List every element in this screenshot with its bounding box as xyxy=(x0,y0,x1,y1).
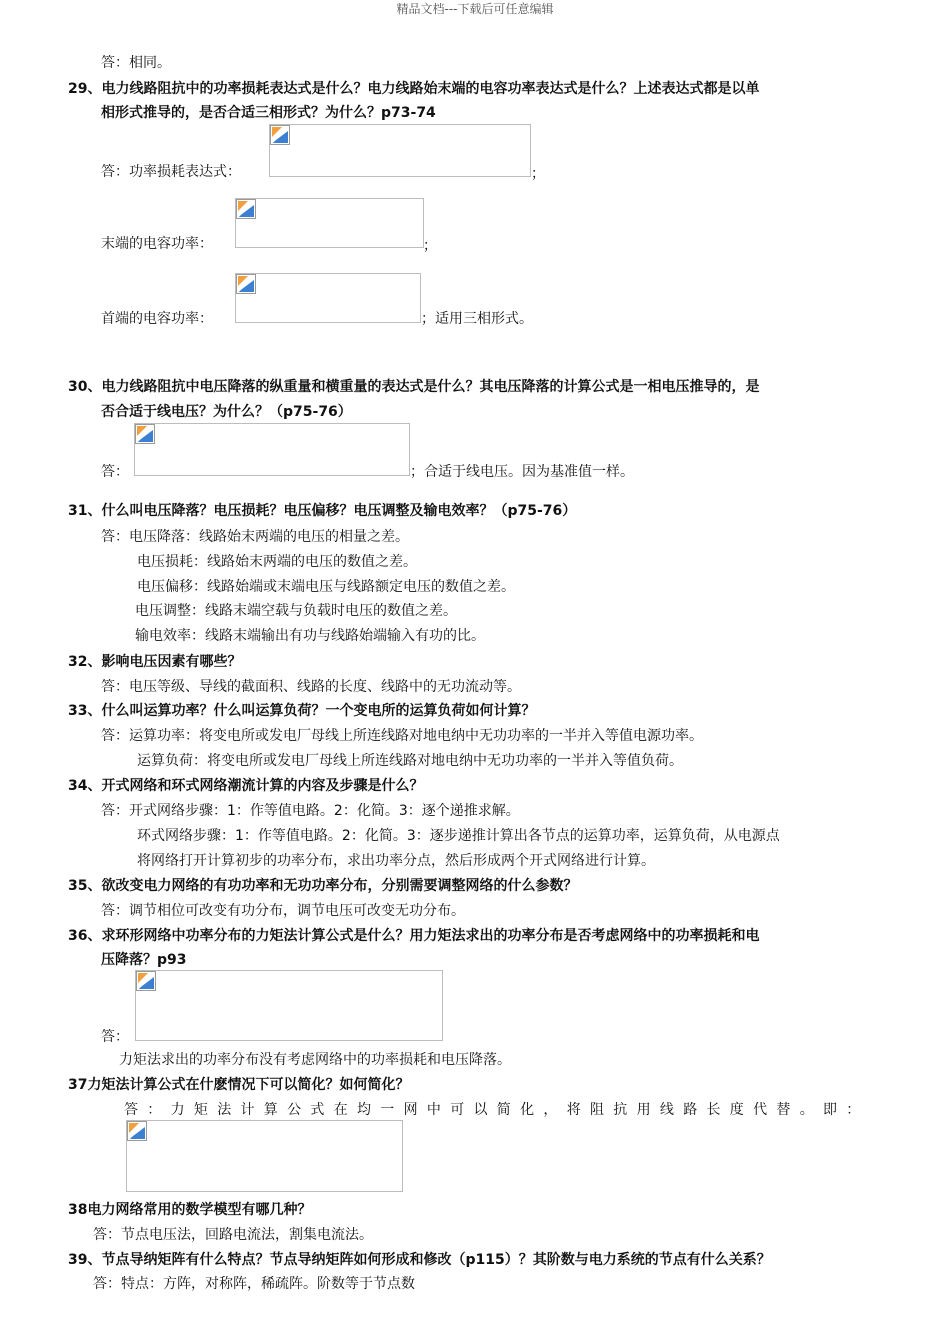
question-39: 39、节点导纳矩阵有什么特点？节点导纳矩阵如何形成和修改（p115）？其阶数与电力系统的节点有什么关系？ xyxy=(68,1252,771,1268)
question-31: 31、什么叫电压降落？电压损耗？电压偏移？电压调整及输电效率？（p75-76） xyxy=(68,503,577,519)
answer-30-tail: ；合适于线电压。因为基准值一样。 xyxy=(410,464,634,480)
question-33: 33、什么叫运算功率？什么叫运算负荷？一个变电所的运算负荷如何计算？ xyxy=(68,703,536,719)
broken-image-icon xyxy=(127,1121,147,1141)
answer-37: 答：力矩法计算公式在均一网中可以简化，将阻抗用线路长度代替。即： xyxy=(124,1102,870,1118)
answer-36-label: 答： xyxy=(101,1029,129,1045)
separator: ； xyxy=(423,238,437,254)
answer-29-start-label: 首端的电容功率： xyxy=(101,311,213,327)
broken-image-icon xyxy=(135,424,155,444)
answer-31-4: 电压调整：线路末端空载与负载时电压的数值之差。 xyxy=(135,603,457,619)
question-30-line1: 30、电力线路阻抗中电压降落的纵重量和横重量的表达式是什么？其电压降落的计算公式是一相电压推导的，是 xyxy=(68,379,760,395)
question-38: 38电力网络常用的数学模型有哪几种？ xyxy=(68,1202,312,1218)
page-header: 精品文档---下载后可任意编辑 xyxy=(396,2,554,16)
answer-33-2: 运算负荷：将变电所或发电厂母线上所连线路对地电纳中无功功率的一半并入等值负荷。 xyxy=(137,753,683,769)
answer-36-text: 力矩法求出的功率分布没有考虑网络中的功率损耗和电压降落。 xyxy=(119,1052,511,1068)
answer-31-3: 电压偏移：线路始端或末端电压与线路额定电压的数值之差。 xyxy=(137,579,515,595)
broken-image-icon xyxy=(236,274,256,294)
question-32: 32、影响电压因素有哪些？ xyxy=(68,654,242,670)
question-36-line1: 36、求环形网络中功率分布的力矩法计算公式是什么？用力矩法求出的功率分布是否考虑网络中的功率损耗和电 xyxy=(68,928,760,944)
answer-39: 答：特点：方阵，对称阵，稀疏阵。阶数等于节点数 xyxy=(93,1276,415,1292)
answer-34-2: 环式网络步骤：1：作等值电路。2：化简。3：逐步递推计算出各节点的运算功率，运算负荷，从电源点 xyxy=(137,828,780,844)
question-30-line2: 否合适于线电压？为什么？（p75-76） xyxy=(101,404,352,420)
answer-28: 答：相同。 xyxy=(101,55,171,71)
answer-34-3: 将网络打开计算初步的功率分布，求出功率分点，然后形成两个开式网络进行计算。 xyxy=(137,853,655,869)
answer-31-2: 电压损耗：线路始末两端的电压的数值之差。 xyxy=(137,554,417,570)
question-29-line2: 相形式推导的，是否合适三相形式？为什么？p73-74 xyxy=(101,105,436,121)
answer-32: 答：电压等级、导线的截面积、线路的长度、线路中的无功流动等。 xyxy=(101,679,521,695)
answer-38: 答：节点电压法，回路电流法，割集电流法。 xyxy=(93,1227,373,1243)
formula-image-loss xyxy=(269,124,531,177)
answer-29-tail: ；适用三相形式。 xyxy=(421,311,533,327)
question-34: 34、开式网络和环式网络潮流计算的内容及步骤是什么？ xyxy=(68,778,424,794)
formula-image-simplified xyxy=(126,1120,403,1192)
formula-image-voltage-drop xyxy=(134,423,410,476)
question-29-line1: 29、电力线路阻抗中的功率损耗表达式是什么？电力线路始末端的电容功率表达式是什么？上述表达式都是以单 xyxy=(68,81,760,97)
answer-30-label: 答： xyxy=(101,464,129,480)
answer-35: 答：调节相位可改变有功分布，调节电压可改变无功分布。 xyxy=(101,903,465,919)
answer-31-1: 答：电压降落：线路始末两端的电压的相量之差。 xyxy=(101,529,409,545)
question-37: 37力矩法计算公式在什麽情况下可以简化？如何简化？ xyxy=(68,1077,410,1093)
answer-34-1: 答：开式网络步骤：1：作等值电路。2：化简。3：逐个递推求解。 xyxy=(101,803,520,819)
broken-image-icon xyxy=(270,125,290,145)
broken-image-icon xyxy=(236,199,256,219)
answer-29-loss-label: 答：功率损耗表达式： xyxy=(101,164,241,180)
formula-image-start-capacitive xyxy=(235,273,421,323)
answer-33-1: 答：运算功率：将变电所或发电厂母线上所连线路对地电纳中无功功率的一半并入等值电源功率。 xyxy=(101,728,703,744)
question-36-line2: 压降落？p93 xyxy=(101,952,187,968)
answer-31-5: 输电效率：线路末端输出有功与线路始端输入有功的比。 xyxy=(135,628,485,644)
separator: ； xyxy=(531,166,545,182)
formula-image-moment-method xyxy=(135,970,443,1041)
broken-image-icon xyxy=(136,971,156,991)
formula-image-end-capacitive xyxy=(235,198,424,248)
answer-29-end-label: 末端的电容功率： xyxy=(101,236,213,252)
question-35: 35、欲改变电力网络的有功功率和无功功率分布，分别需要调整网络的什么参数？ xyxy=(68,878,578,894)
